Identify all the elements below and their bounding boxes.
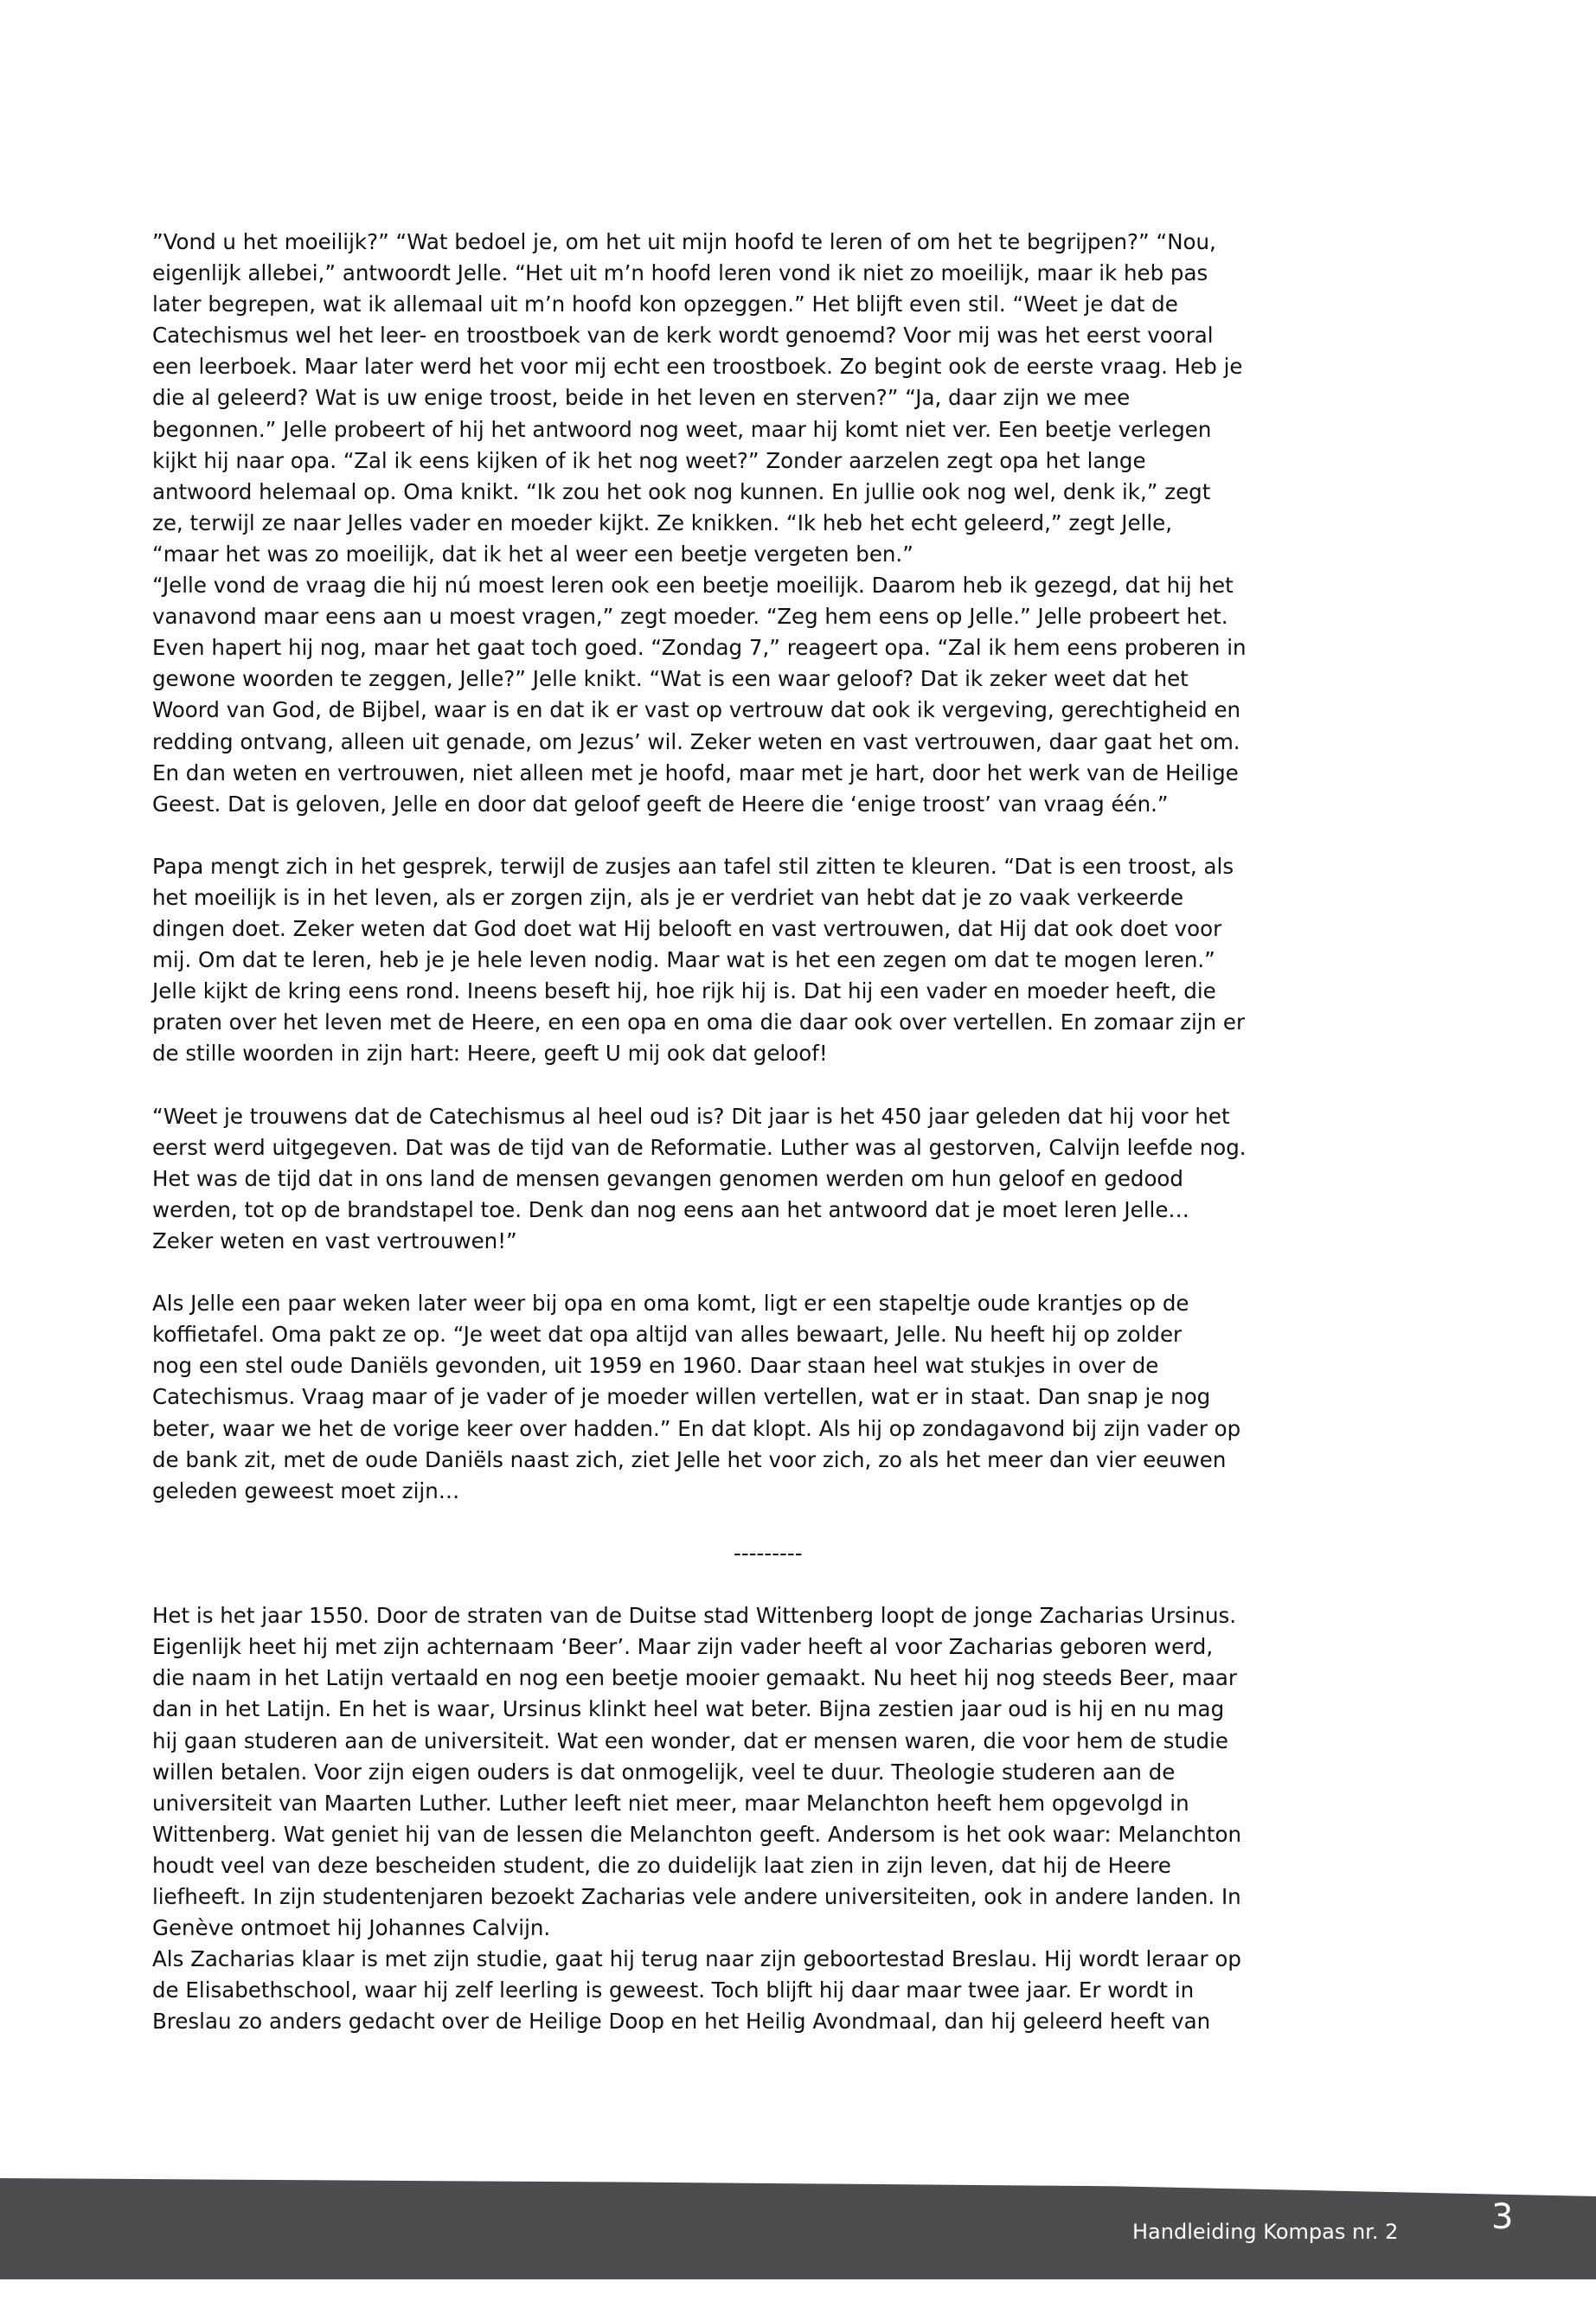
text-line: het moeilijk is in het leven, als er zorgen zijn, als je er verdriet van hebt dat je zo vaak verkeerde (152, 884, 1184, 910)
text-line: Woord van God, de Bijbel, waar is en dat ik er vast op vertrouw dat ook ik vergeving, gerechtigheid en (152, 697, 1241, 723)
paragraph (152, 1288, 1415, 1507)
section-separator: --------- (734, 1540, 803, 1566)
text-line: die naam in het Latijn vertaald en nog een beetje mooier gemaakt. Nu heet hij nog steeds Beer, maar (152, 1665, 1238, 1691)
paragraph-gap (152, 1070, 1415, 1101)
text-line: Als Zacharias klaar is met zijn studie, gaat hij terug naar zijn geboortestad Breslau. Hij wordt leraar op (152, 1946, 1241, 1972)
paragraph (152, 1944, 1415, 2037)
text-line: En dan weten en vertrouwen, niet alleen met je hoofd, maar met je hart, door het werk van de Heilige (152, 760, 1239, 785)
text-line: dingen doet. Zeker weten dat God doet wat Hij belooft en vast vertrouwen, dat Hij dat ook doet voor (152, 916, 1222, 942)
text-line: Als Jelle een paar weken later weer bij opa en oma komt, ligt er een stapeltje oude krantjes op de (152, 1291, 1189, 1317)
text-line: eigenlijk allebei,” antwoordt Jelle. “Het uit m’n hoofd leren vond ik niet zo moeilijk, maar ik heb pas (152, 260, 1208, 286)
text-line: “maar het was zo moeilijk, dat ik het al weer een beetje vergeten ben.” (152, 541, 913, 567)
text-line: koffietafel. Oma pakt ze op. “Je weet dat opa altijd van alles bewaart, Jelle. Nu heeft hij op zolder (152, 1322, 1183, 1348)
page-number: 3 (1491, 2197, 1514, 2237)
text-line: Het was de tijd dat in ons land de mensen gevangen genomen werden om hun geloof en gedood (152, 1165, 1183, 1191)
text-line: Catechismus wel het leer- en troostboek van de kerk wordt genoemd? Voor mij was het eerst vooral (152, 323, 1214, 349)
text-line: Genève ontmoet hij Johannes Calvijn. (152, 1915, 551, 1941)
text-line: begonnen.” Jelle probeert of hij het antwoord nog weet, maar hij komt niet ver. Een beetje verlegen (152, 416, 1212, 442)
text-line: houdt veel van deze bescheiden student, die zo duidelijk laat zien in zijn leven, dat hij de Heere (152, 1852, 1171, 1878)
text-line: een leerboek. Maar later werd het voor mij echt een troostboek. Zo begint ook de eerste vraag. Heb je (152, 354, 1243, 380)
paragraph-gap (152, 1257, 1415, 1288)
text-line: later begrepen, wat ik allemaal uit m’n hoofd kon opzeggen.” Het blijft even stil. “Weet je dat de (152, 292, 1178, 317)
text-line: praten over het leven met de Heere, en een opa en oma die daar ook over vertellen. En zomaar zijn er (152, 1009, 1246, 1035)
text-line: Wittenberg. Wat geniet hij van de lessen die Melanchton geeft. Andersom is het ook waar: Melanchton (152, 1821, 1242, 1847)
text-line: hij gaan studeren aan de universiteit. Wat een wonder, dat er mensen waren, die voor hem de studie (152, 1727, 1228, 1753)
paragraph (152, 1101, 1415, 1257)
paragraph-gap (152, 820, 1415, 851)
text-line: Geest. Dat is geloven, Jelle en door dat geloof geeft de Heere die ‘enige troost’ van vraag één.” (152, 791, 1169, 817)
text-line: geleden geweest moet zijn… (152, 1477, 460, 1503)
text-line: Eigenlijk heet hij met zijn achternaam ‘Beer’. Maar zijn vader heeft al voor Zacharias geboren werd, (152, 1634, 1214, 1660)
text-line: Catechismus. Vraag maar of je vader of je moeder willen vertellen, wat er in staat. Dan snap je nog (152, 1384, 1211, 1410)
text-line: Zeker weten en vast vertrouwen!” (152, 1228, 517, 1253)
text-line: de Elisabethschool, waar hij zelf leerling is geweest. Toch blijft hij daar maar twee jaar. Er wordt in (152, 1977, 1195, 2003)
text-line: vanavond maar eens aan u moest vragen,” zegt moeder. “Zeg hem eens op Jelle.” Jelle probeert het. (152, 604, 1228, 630)
text-line: nog een stel oude Daniëls gevonden, uit 1959 en 1960. Daar staan heel wat stukjes in over de (152, 1353, 1159, 1379)
text-line: werden, tot op de brandstapel toe. Denk dan nog eens aan het antwoord dat je moet leren Jelle… (152, 1196, 1189, 1222)
text-line: Even hapert hij nog, maar het gaat toch goed. “Zondag 7,” reageert opa. “Zal ik hem eens proberen in (152, 635, 1247, 661)
paragraph-gap (152, 1569, 1415, 1600)
paragraph (152, 570, 1415, 820)
text-line: mij. Om dat te leren, heb je je hele leven nodig. Maar wat is het een zegen om dat te mogen leren.” (152, 947, 1215, 973)
paragraph (152, 851, 1415, 1070)
paragraph (152, 227, 1415, 570)
text-line: de stille woorden in zijn hart: Heere, geeft U mij ook dat geloof! (152, 1041, 828, 1067)
text-line: kijkt hij naar opa. “Zal ik eens kijken of ik het nog weet?” Zonder aarzelen zegt opa het lange (152, 447, 1146, 473)
text-line: gewone woorden te zeggen, Jelle?” Jelle knikt. “Wat is een waar geloof? Dat ik zeker weet dat het (152, 666, 1189, 692)
text-line: Het is het jaar 1550. Door de straten van de Duitse stad Wittenberg loopt de jonge Zacharias Ursinus. (152, 1603, 1237, 1629)
text-line: universiteit van Maarten Luther. Luther leeft niet meer, maar Melanchton heeft hem opgevolgd in (152, 1790, 1189, 1816)
text-line: redding ontvang, alleen uit genade, om Jezus’ wil. Zeker weten en vast vertrouwen, daar gaat het om. (152, 728, 1240, 754)
text-line: die al geleerd? Wat is uw enige troost, beide in het leven en sterven?” “Ja, daar zijn we mee (152, 385, 1131, 411)
text-line: beter, waar we het de vorige keer over hadden.” En dat klopt. Als hij op zondagavond bij zijn vader op (152, 1415, 1241, 1441)
footer-title: Handleiding Kompas nr. 2 (1132, 2220, 1399, 2244)
text-line: “Weet je trouwens dat de Catechismus al heel oud is? Dit jaar is het 450 jaar geleden dat hij voor het (152, 1103, 1230, 1129)
text-line: Breslau zo anders gedacht over de Heilige Doop en het Heilig Avondmaal, dan hij geleerd heeft van (152, 2009, 1211, 2035)
text-line: antwoord helemaal op. Oma knikt. “Ik zou het ook nog kunnen. En jullie ook nog wel, denk ik,” zegt (152, 478, 1211, 504)
text-line: Jelle kijkt de kring eens rond. Ineens beseft hij, hoe rijk hij is. Dat hij een vader en moeder heeft, die (152, 978, 1216, 1004)
text-line: willen betalen. Voor zijn eigen ouders is dat onmogelijk, veel te duur. Theologie studeren aan de (152, 1759, 1176, 1785)
text-line: liefheeft. In zijn studentenjaren bezoekt Zacharias vele andere universiteiten, ook in andere landen. In (152, 1883, 1241, 1909)
text-line: Papa mengt zich in het gesprek, terwijl de zusjes aan tafel stil zitten te kleuren. “Dat is een troost, als (152, 853, 1234, 879)
text-line: ”Vond u het moeilijk?” “Wat bedoel je, om het uit mijn hoofd te leren of om het te begrijpen?” “Nou, (152, 229, 1216, 254)
paragraph-gap (152, 1507, 1415, 1538)
text-line: “Jelle vond de vraag die hij nú moest leren ook een beetje moeilijk. Daarom heb ik gezegd, dat hij het (152, 573, 1234, 599)
text-line: ze, terwijl ze naar Jelles vader en moeder kijkt. Ze knikken. “Ik heb het echt geleerd,” zegt Jelle, (152, 510, 1172, 535)
text-line: dan in het Latijn. En het is waar, Ursinus klinkt heel wat beter. Bijna zestien jaar oud is hij en nu mag (152, 1696, 1225, 1722)
body-text (152, 227, 1415, 2037)
text-line: eerst werd uitgegeven. Dat was de tijd van de Reformatie. Luther was al gestorven, Calvijn leefde nog. (152, 1134, 1247, 1160)
paragraph (152, 1600, 1415, 1944)
text-line: de bank zit, met de oude Daniëls naast zich, ziet Jelle het voor zich, zo als het meer dan vier eeuwen (152, 1446, 1227, 1472)
